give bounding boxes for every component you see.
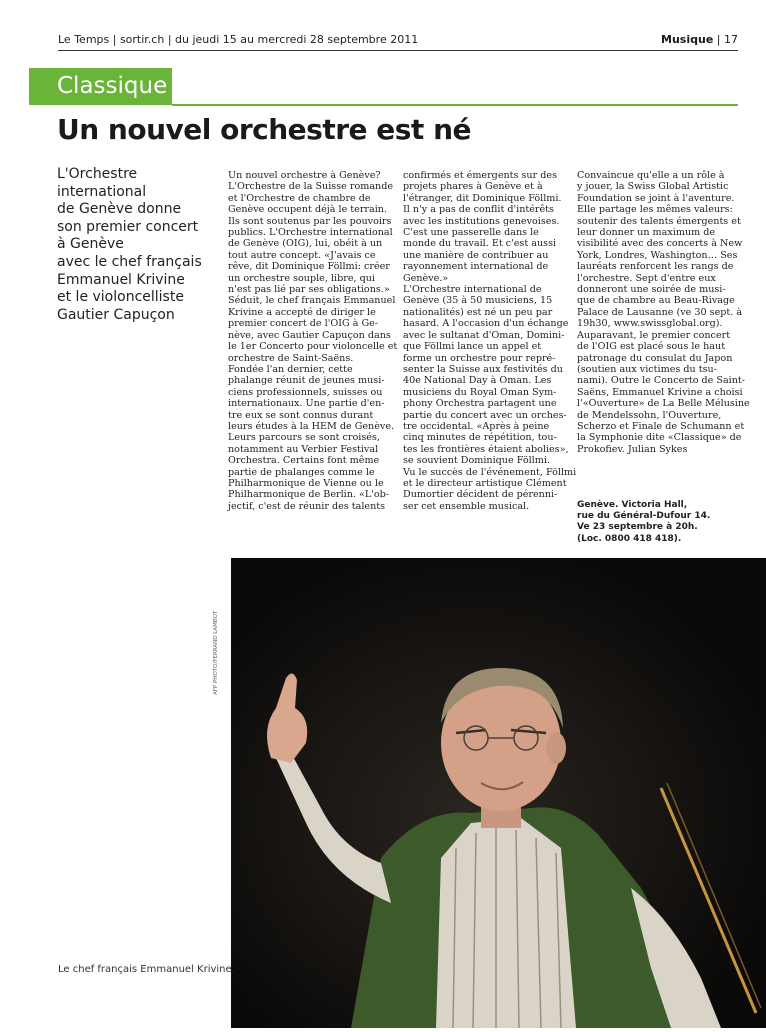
conductor-photo bbox=[231, 558, 766, 1028]
body-text-line: Krivine a accepté de diriger le bbox=[228, 306, 376, 318]
body-text-line: et l'Orchestre de chambre de bbox=[228, 192, 371, 204]
lede-line: son premier concert bbox=[57, 218, 199, 235]
body-text-line: tre eux se sont connus durant bbox=[228, 409, 374, 421]
body-text-line: ciens professionnels, suisses ou bbox=[228, 386, 383, 398]
body-text-line: phony Orchestra partagent une bbox=[403, 398, 557, 410]
body-text-line: jectif, c'est de réunir des talents bbox=[228, 500, 386, 512]
body-text-line: le 1er Concerto pour violoncelle et bbox=[228, 341, 398, 353]
body-text-line: Vu le succès de l'événement, Föllmi bbox=[403, 466, 577, 478]
concert-info bbox=[577, 500, 747, 545]
body-text-line: Leurs parcours se sont croisés, bbox=[228, 432, 380, 444]
body-text-line: se souvient Dominique Föllmi. bbox=[403, 455, 550, 467]
body-text-line: une manière de contribuer au bbox=[403, 249, 549, 261]
body-text-line: C'est une passerelle dans le bbox=[403, 227, 539, 239]
lede-line: L'Orchestre bbox=[57, 166, 138, 182]
body-text-line: patronage du consulat du Japon bbox=[577, 352, 733, 364]
body-text-line: de Genève (OIG), lui, obéit à un bbox=[228, 238, 383, 250]
article-headline: Un nouvel orchestre est né bbox=[57, 113, 471, 146]
photo-caption: Le chef français Emmanuel Krivine. bbox=[58, 964, 235, 975]
body-text-line: Philharmonique de Vienne ou le bbox=[228, 477, 384, 489]
body-text-line: monde du travail. Et c'est aussi bbox=[403, 238, 557, 250]
header-rule bbox=[58, 50, 738, 51]
body-text-line: cinq minutes de répétition, tou- bbox=[403, 432, 557, 444]
body-text-line: nève, avec Gautier Capuçon dans bbox=[228, 329, 391, 341]
body-text-line: un orchestre souple, libre, qui bbox=[228, 272, 375, 284]
body-text-line: Dumortier décident de pérenni- bbox=[403, 489, 558, 501]
info-line: (Loc. 0800 418 418). bbox=[577, 533, 682, 544]
body-text-line: Fondée l'an dernier, cette bbox=[228, 363, 353, 375]
section-page bbox=[661, 33, 738, 46]
body-text-line: notamment au Verbier Festival bbox=[228, 443, 379, 455]
body-text-line: l'étranger, dit Dominique Föllmi. bbox=[403, 192, 562, 204]
body-text-line: Auparavant, le premier concert bbox=[577, 329, 731, 341]
body-text-line: tes les frontières étaient abolies», bbox=[403, 443, 569, 455]
body-text-line: phalange réunit de jeunes musi- bbox=[228, 375, 385, 387]
body-text-line: partie de phalanges comme le bbox=[228, 466, 375, 478]
body-text-line: Il n'y a pas de conflit d'intérêts bbox=[403, 204, 554, 216]
body-text-line: l'«Ouverture» de La Belle Mélusine bbox=[577, 398, 750, 410]
body-text-line: tre occidental. «Après à peine bbox=[403, 420, 550, 432]
body-text-line: tout autre concept. «J'avais ce bbox=[228, 249, 376, 261]
body-text-line: Foundation se joint à l'aventure. bbox=[577, 192, 735, 204]
body-text-line: 40e National Day à Oman. Les bbox=[403, 375, 552, 387]
body-text-line: la Symphonie dite «Classique» de bbox=[577, 432, 742, 444]
rubric-rule bbox=[172, 104, 738, 106]
body-text-line: y jouer, la Swiss Global Artistic bbox=[577, 181, 729, 193]
body-text-line: Elle partage les mêmes valeurs: bbox=[577, 204, 733, 216]
article-column-2 bbox=[403, 170, 577, 512]
article-column-1 bbox=[228, 170, 398, 512]
body-text-line: Genève.» bbox=[403, 272, 449, 284]
body-text-line: visibilité avec des concerts à New bbox=[577, 238, 743, 250]
body-text-line: forme un orchestre pour repré- bbox=[403, 352, 556, 364]
body-text-line: Genève (35 à 50 musiciens, 15 bbox=[403, 295, 553, 307]
lede-line: avec le chef français bbox=[57, 253, 202, 270]
body-text-line: avec le sultanat d'Oman, Domini- bbox=[403, 329, 565, 341]
section-name: Musique bbox=[661, 33, 714, 46]
rubric-label: Classique bbox=[29, 68, 172, 105]
body-text-line: Saëns, Emmanuel Krivine a choisi bbox=[577, 386, 743, 398]
body-text-line: L'Orchestre de la Suisse romande bbox=[228, 181, 394, 193]
body-text-line: (soutien aux victimes du tsu- bbox=[577, 363, 717, 375]
body-text-line: publics. L'Orchestre international bbox=[228, 227, 393, 239]
body-text-line: Séduit, le chef français Emmanuel bbox=[228, 295, 396, 307]
body-text-line: nami). Outre le Concerto de Saint- bbox=[577, 375, 746, 387]
lede-line: et le violoncelliste bbox=[57, 289, 184, 306]
body-text-line: rêve, dit Dominique Föllmi: créer bbox=[228, 261, 390, 273]
body-text-line: York, Londres, Washington… Ses bbox=[577, 249, 738, 261]
body-text-line: leurs études à la HEM de Genève. bbox=[228, 420, 395, 432]
body-text-line: donneront une soirée de musi- bbox=[577, 284, 726, 296]
body-text-line: lauréats renforcent les rangs de bbox=[577, 261, 734, 273]
publication-info: Le Temps | sortir.ch | du jeudi 15 au mercredi 28 septembre 2011 bbox=[58, 33, 419, 46]
body-text-line: Philharmonique de Berlin. «L'ob- bbox=[228, 489, 390, 501]
body-text-line: Genève occupent déjà le terrain. bbox=[228, 204, 388, 216]
body-text-line: premier concert de l'OIG à Ge- bbox=[228, 318, 379, 330]
article-column-3 bbox=[577, 170, 750, 455]
body-text-line: Prokofiev. Julian Sykes bbox=[577, 443, 688, 455]
body-text-line: Ils sont soutenus par les pouvoirs bbox=[228, 215, 392, 227]
lede-line: de Genève donne bbox=[57, 201, 182, 218]
photo-credit: AFP PHOTO/FERRAND LAMBOT bbox=[213, 610, 219, 695]
body-text-line: Palace de Lausanne (ve 30 sept. à bbox=[577, 306, 743, 318]
info-line: Ve 23 septembre à 20h. bbox=[577, 522, 698, 533]
body-text-line: de l'OIG est placé sous le haut bbox=[577, 341, 726, 353]
body-text-line: internationaux. Une partie d'en- bbox=[228, 398, 385, 410]
body-text-line: Orchestra. Certains font même bbox=[228, 455, 380, 467]
lede-line: Gautier Capuçon bbox=[57, 306, 175, 323]
body-text-line: et le directeur artistique Clément bbox=[403, 477, 567, 489]
body-text-line: nationalités) est né un peu par bbox=[403, 306, 553, 318]
info-line: Genève. Victoria Hall, bbox=[577, 500, 688, 510]
body-text-line: Convaincue qu'elle a un rôle à bbox=[577, 170, 725, 181]
lede-line: international bbox=[57, 183, 147, 200]
body-text-line: L'Orchestre international de bbox=[403, 284, 542, 296]
body-text-line: soutenir des talents émergents et bbox=[577, 215, 741, 227]
body-text-line: 19h30, www.swissglobal.org). bbox=[577, 318, 723, 330]
body-text-line: avec les institutions genevoises. bbox=[403, 215, 560, 227]
body-text-line: que Föllmi lance un appel et bbox=[403, 341, 542, 353]
info-line: rue du Général-Dufour 14. bbox=[577, 511, 711, 522]
body-text-line: projets phares à Genève et à bbox=[403, 181, 543, 193]
article-lede bbox=[57, 166, 219, 324]
body-text-line: partie du concert avec un orches- bbox=[403, 409, 567, 421]
body-text-line: senter la Suisse aux festivités du bbox=[403, 363, 563, 375]
conductor-illustration bbox=[231, 558, 766, 1028]
body-text-line: l'orchestre. Sept d'entre eux bbox=[577, 272, 716, 284]
body-text-line: Scherzo et Finale de Schumann et bbox=[577, 420, 745, 432]
page-number: | 17 bbox=[716, 33, 738, 46]
body-text-line: rayonnement international de bbox=[403, 261, 549, 273]
body-text-line: n'est pas lié par ses obligations.» bbox=[228, 284, 390, 296]
lede-line: Emmanuel Krivine bbox=[57, 271, 185, 288]
body-text-line: musiciens du Royal Oman Sym- bbox=[403, 386, 557, 398]
body-text-line: de Mendelssohn, l'Ouverture, bbox=[577, 409, 722, 421]
body-text-line: que de chambre au Beau-Rivage bbox=[577, 295, 735, 307]
lede-line: à Genève bbox=[57, 236, 124, 253]
page-header bbox=[58, 33, 738, 48]
body-text-line: orchestre de Saint-Saëns. bbox=[228, 352, 354, 364]
body-text-line: confirmés et émergents sur des bbox=[403, 170, 557, 181]
body-text-line: ser cet ensemble musical. bbox=[403, 500, 530, 512]
body-text-line: leur donner un maximum de bbox=[577, 227, 716, 239]
body-text-line: hasard. A l'occasion d'un échange bbox=[403, 318, 569, 330]
body-text-line: Un nouvel orchestre à Genève? bbox=[228, 170, 381, 181]
